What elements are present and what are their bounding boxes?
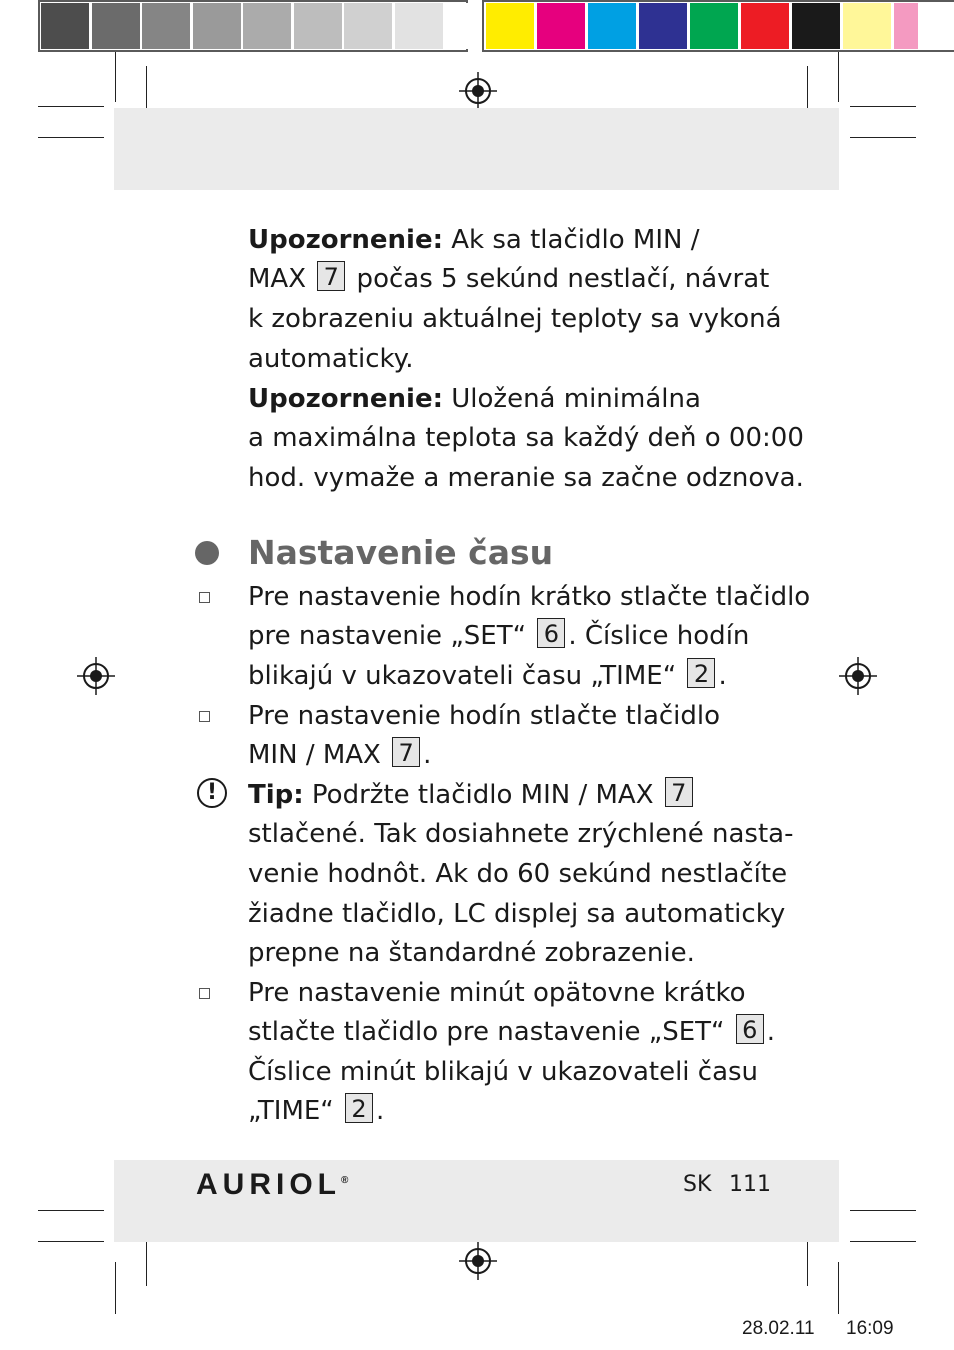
grey-swatch [344, 3, 392, 49]
step3-line2 [248, 1012, 788, 1052]
language-code: SK [683, 1172, 712, 1197]
color-swatch [843, 3, 891, 49]
checkbox-square-icon [199, 988, 210, 999]
color-swatch [486, 3, 534, 49]
step3-text: „TIME“ [248, 1096, 334, 1126]
grey-swatch [294, 3, 342, 49]
step1-line3 [248, 656, 788, 696]
grey-swatch [142, 3, 190, 49]
checkbox-square-icon [199, 592, 210, 603]
crop-mark [38, 1210, 104, 1211]
tip-label: Tip: [248, 780, 304, 810]
note1-text: Ak sa tlačidlo MIN / [443, 225, 700, 255]
crop-mark [38, 137, 104, 138]
crop-mark [115, 1262, 116, 1314]
registration-mark-icon [75, 655, 117, 697]
color-swatch [639, 3, 687, 49]
registration-mark-icon [457, 70, 499, 112]
note2-text: Uložená minimálna [443, 384, 701, 414]
grey-swatch [92, 3, 140, 49]
grey-swatch [41, 3, 89, 49]
step2-line2 [248, 735, 788, 775]
crop-mark [115, 52, 116, 102]
note1-line3: k zobrazeniu aktuálnej teploty sa vykoná [248, 304, 782, 334]
step1-text: pre nastavenie „SET“ [248, 621, 527, 651]
section-heading: Nastavenie času [248, 533, 554, 572]
note2-line3: hod. vymaže a meranie sa začne odznova. [248, 463, 804, 493]
step3-line1: Pre nastavenie minút opätovne krátko [248, 978, 746, 1008]
print-time: 16:09 [846, 1318, 894, 1339]
registration-mark-icon [457, 1240, 499, 1282]
ref-number-box: 6 [537, 618, 565, 648]
section-bullet-icon [195, 541, 219, 565]
header-band [114, 108, 839, 190]
crop-mark [838, 52, 839, 102]
registration-mark-icon [837, 655, 879, 697]
ref-number-box: 6 [736, 1014, 764, 1044]
color-swatch [792, 3, 840, 49]
color-swatch [588, 3, 636, 49]
color-swatch [741, 3, 789, 49]
crop-mark [850, 1241, 916, 1242]
ref-number-box: 7 [665, 777, 693, 807]
step2-text: MIN / MAX [248, 740, 381, 770]
step3-text: . [766, 1017, 776, 1047]
ref-number-box: 7 [392, 737, 420, 767]
tip-line3: venie hodnôt. Ak do 60 sekúnd nestlačíte [248, 859, 788, 889]
brand-name: AURIOL [196, 1168, 341, 1201]
step3-text: stlačte tlačidlo pre nastavenie „SET“ [248, 1017, 725, 1047]
note1-label: Upozornenie: [248, 225, 443, 255]
note2-line2: a maximálna teplota sa každý deň o 00:00 [248, 423, 804, 453]
step2-text: . [423, 740, 432, 770]
note1-line4: automaticky. [248, 344, 414, 374]
page-number: 111 [729, 1172, 771, 1197]
grey-swatch [193, 3, 241, 49]
crop-mark [838, 1262, 839, 1314]
exclamation-icon: ! [197, 778, 227, 808]
crop-mark [850, 1210, 916, 1211]
grey-swatch [243, 3, 291, 49]
note1-line2 [248, 259, 788, 299]
color-swatch [894, 3, 918, 49]
checkbox-square-icon [199, 711, 210, 722]
brand-logo [196, 1168, 348, 1202]
step1-text: . Číslice hodín [568, 621, 750, 651]
registered-mark: ® [341, 1175, 349, 1186]
tip-line5: prepne na štandardné zobrazenie. [248, 938, 695, 968]
tip-line4: žiadne tlačidlo, LC displej sa automaticky [248, 899, 786, 929]
tip-text: Podržte tlačidlo MIN / MAX [303, 780, 654, 810]
color-swatch [690, 3, 738, 49]
note1-line1 [248, 220, 788, 260]
note1-text: počas 5 sekúnd nestlačí, návrat [348, 264, 770, 294]
grey-swatch [395, 3, 443, 49]
ref-number-box: 2 [687, 658, 715, 688]
step1-text: . [718, 661, 727, 691]
ref-number-box: 2 [345, 1093, 373, 1123]
step2-line1: Pre nastavenie hodín stlačte tlačidlo [248, 701, 721, 731]
crop-mark [850, 106, 916, 107]
step3-line3: Číslice minút blikajú v ukazovateli času [248, 1057, 759, 1087]
crop-mark [38, 1241, 104, 1242]
step3-text: . [376, 1096, 385, 1126]
ref-number-box: 7 [317, 261, 345, 291]
color-swatch [537, 3, 585, 49]
step1-line2 [248, 616, 788, 656]
step1-text: blikajú v ukazovateli času „TIME“ [248, 661, 677, 691]
tip-line2: stlačené. Tak dosiahnete zrýchlené nasta- [248, 819, 794, 849]
note2-label: Upozornenie: [248, 384, 443, 414]
crop-mark [850, 137, 916, 138]
tip-line1 [248, 775, 788, 815]
step1-line1: Pre nastavenie hodín krátko stlačte tlačidlo [248, 582, 811, 612]
crop-mark [38, 106, 104, 107]
note1-text: MAX [248, 264, 307, 294]
step3-line4 [248, 1091, 788, 1131]
print-date: 28.02.11 [742, 1318, 815, 1339]
note2-line1 [248, 379, 788, 419]
